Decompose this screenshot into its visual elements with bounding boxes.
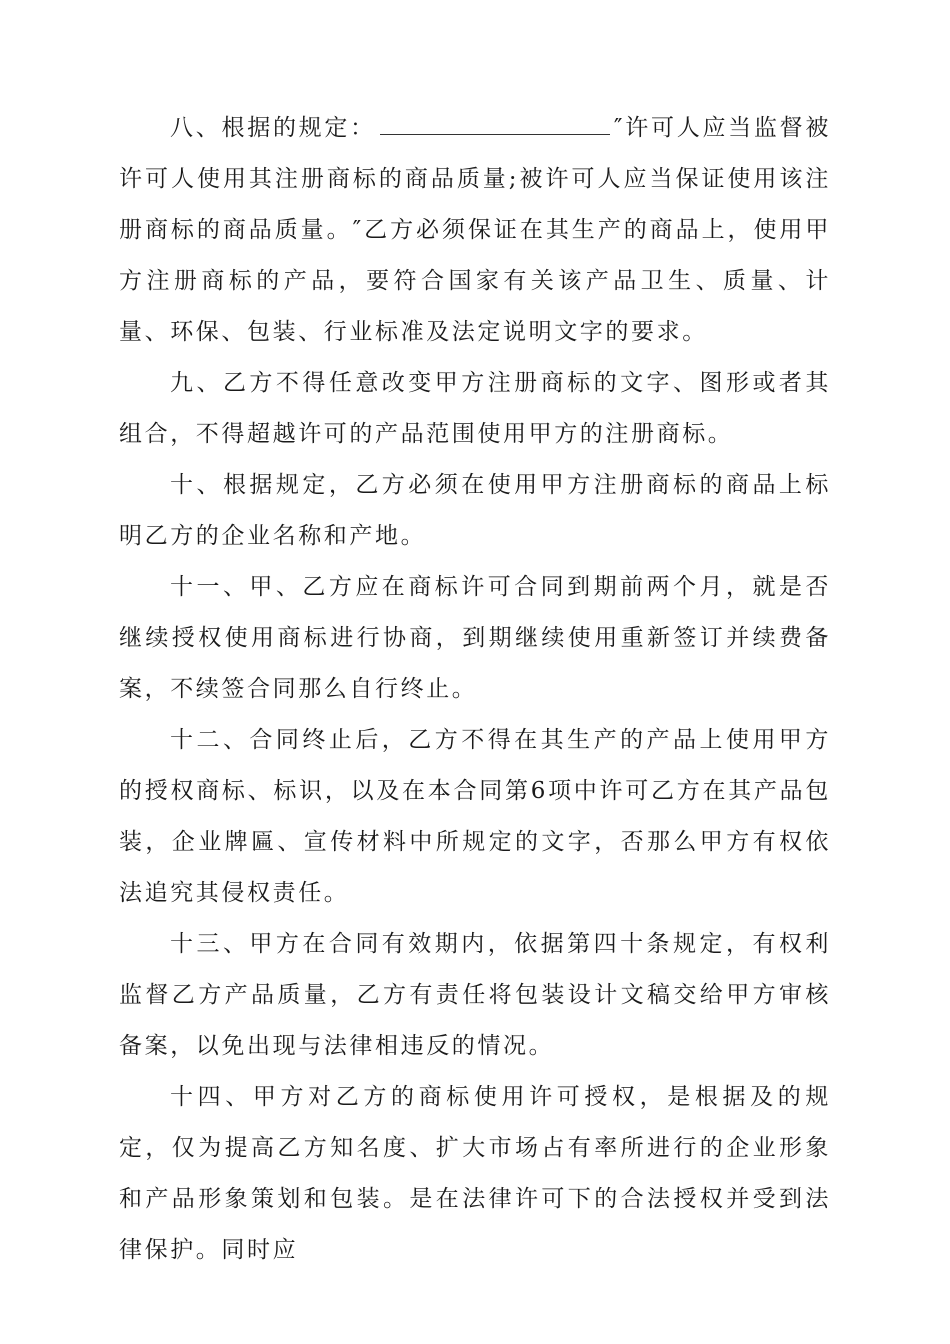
fill-in-blank: [380, 114, 610, 135]
clause-10: 十、根据规定，乙方必须在使用甲方注册商标的商品上标明乙方的企业名称和产地。: [119, 472, 831, 549]
clause-11: 十一、甲、乙方应在商标许可合同到期前两个月，就是否继续授权使用商标进行协商，到期继续使用重新签订并续费备案，不续签合同那么自行终止。: [119, 574, 831, 702]
clause-9: 九、乙方不得任意改变甲方注册商标的文字、图形或者其组合，不得超越许可的产品范围使用甲方的注册商标。: [119, 370, 831, 447]
clause-8-lead: 八、根据的规定：: [170, 115, 376, 141]
clause-8-rest: ″许可人应当监督被许可人使用其注册商标的商品质量;被许可人应当保证使用该注册商标的商品质量。″乙方必须保证在其生产的商品上，使用甲方注册商标的产品，要符合国家有关该产品卫生、质量、计量、环保、包装、行业标准及法定说明文字的要求。: [119, 115, 831, 345]
clause-13: 十三、甲方在合同有效期内，依据第四十条规定，有权利监督乙方产品质量，乙方有责任将包装设计文稿交给甲方审核备案，以免出现与法律相违反的情况。: [119, 931, 831, 1059]
clause-8: [119, 103, 831, 358]
clause-12: 十二、合同终止后，乙方不得在其生产的产品上使用甲方的授权商标、标识，以及在本合同第6项中许可乙方在其产品包装，企业牌匾、宣传材料中所规定的文字，否那么甲方有权依法追究其侵权责任。: [119, 727, 831, 906]
document-body: [119, 103, 831, 1276]
clause-14: 十四、甲方对乙方的商标使用许可授权，是根据及的规定，仅为提高乙方知名度、扩大市场占有率所进行的企业形象和产品形象策划和包装。是在法律许可下的合法授权并受到法律保护。同时应: [119, 1084, 831, 1263]
